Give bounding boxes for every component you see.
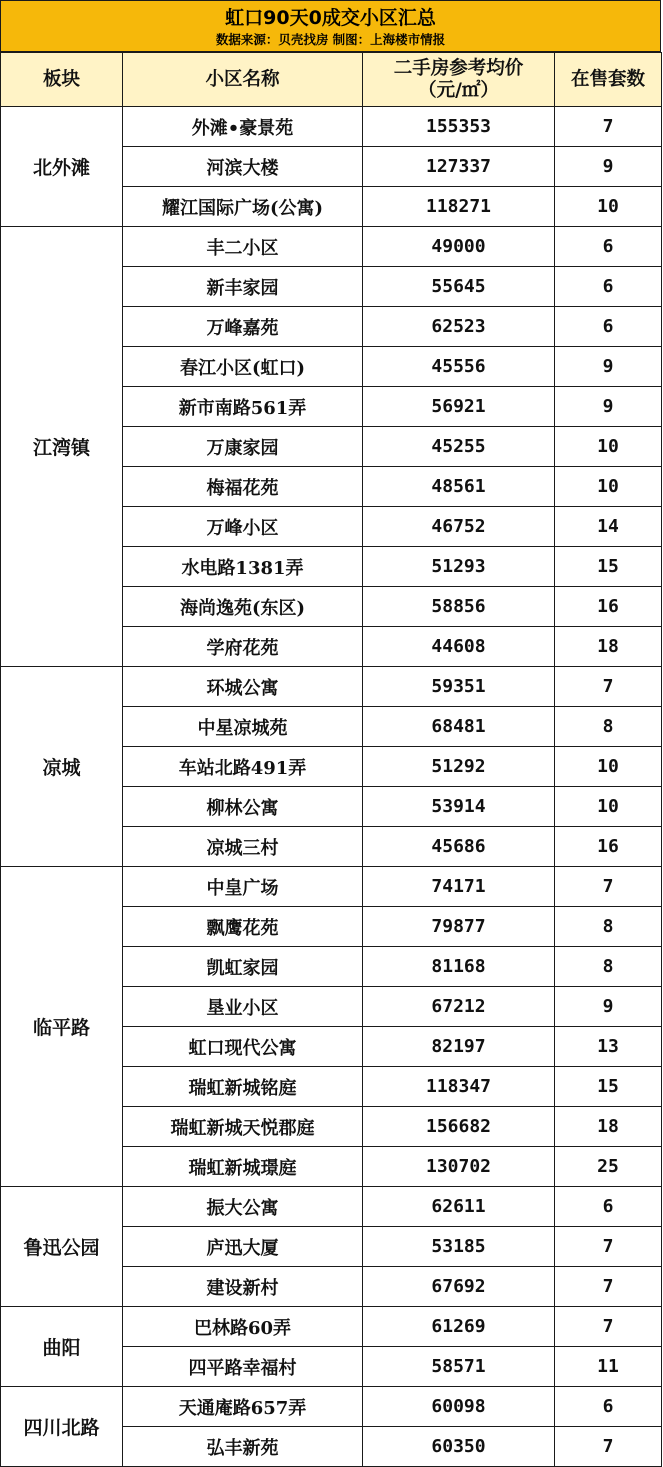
listing-count-cell: 7	[555, 1427, 662, 1467]
listing-count-cell: 14	[555, 507, 662, 547]
listing-count-cell: 10	[555, 467, 662, 507]
listing-count-cell: 6	[555, 227, 662, 267]
community-name-cell: 万峰嘉苑	[123, 307, 363, 347]
title-banner	[0, 0, 661, 52]
listing-count-cell: 6	[555, 1387, 662, 1427]
table-row	[1, 107, 662, 147]
community-name-cell: 巴林路60弄	[123, 1307, 363, 1347]
avg-price-cell: 82197	[363, 1027, 555, 1067]
listing-count-cell: 18	[555, 627, 662, 667]
board-cell: 北外滩	[1, 107, 123, 227]
listing-count-cell: 7	[555, 1227, 662, 1267]
listing-count-cell: 15	[555, 1067, 662, 1107]
listing-count-cell: 10	[555, 747, 662, 787]
header-price-line2: （元/㎡）	[418, 79, 499, 101]
community-name-cell: 飘鹰花苑	[123, 907, 363, 947]
page-subtitle: 数据来源：贝壳找房 制图：上海楼市情报	[215, 32, 446, 47]
avg-price-cell: 51292	[363, 747, 555, 787]
community-name-cell: 春江小区(虹口)	[123, 347, 363, 387]
board-cell: 曲阳	[1, 1307, 123, 1387]
community-name-cell: 柳林公寓	[123, 787, 363, 827]
listing-count-cell: 10	[555, 187, 662, 227]
avg-price-cell: 62611	[363, 1187, 555, 1227]
listing-count-cell: 6	[555, 1187, 662, 1227]
avg-price-cell: 156682	[363, 1107, 555, 1147]
table-row	[1, 667, 662, 707]
community-name-cell: 振大公寓	[123, 1187, 363, 1227]
community-table	[0, 52, 662, 1467]
avg-price-cell: 155353	[363, 107, 555, 147]
listing-count-cell: 9	[555, 147, 662, 187]
avg-price-cell: 60098	[363, 1387, 555, 1427]
table-body	[1, 107, 662, 1467]
avg-price-cell: 53185	[363, 1227, 555, 1267]
avg-price-cell: 44608	[363, 627, 555, 667]
community-name-cell: 河滨大楼	[123, 147, 363, 187]
listing-count-cell: 16	[555, 827, 662, 867]
community-name-cell: 天通庵路657弄	[123, 1387, 363, 1427]
community-name-cell: 丰二小区	[123, 227, 363, 267]
avg-price-cell: 45686	[363, 827, 555, 867]
header-count: 在售套数	[555, 53, 662, 107]
community-name-cell: 新市南路561弄	[123, 387, 363, 427]
community-name-cell: 梅福花苑	[123, 467, 363, 507]
community-name-cell: 车站北路491弄	[123, 747, 363, 787]
community-name-cell: 垦业小区	[123, 987, 363, 1027]
community-name-cell: 弘丰新苑	[123, 1427, 363, 1467]
avg-price-cell: 62523	[363, 307, 555, 347]
community-name-cell: 凉城三村	[123, 827, 363, 867]
community-name-cell: 学府花苑	[123, 627, 363, 667]
table-header-row	[1, 53, 662, 107]
avg-price-cell: 61269	[363, 1307, 555, 1347]
avg-price-cell: 48561	[363, 467, 555, 507]
avg-price-cell: 79877	[363, 907, 555, 947]
avg-price-cell: 45255	[363, 427, 555, 467]
community-name-cell: 万康家园	[123, 427, 363, 467]
listing-count-cell: 10	[555, 787, 662, 827]
avg-price-cell: 118347	[363, 1067, 555, 1107]
avg-price-cell: 58571	[363, 1347, 555, 1387]
community-name-cell: 中星凉城苑	[123, 707, 363, 747]
avg-price-cell: 51293	[363, 547, 555, 587]
avg-price-cell: 49000	[363, 227, 555, 267]
community-name-cell: 外滩•豪景苑	[123, 107, 363, 147]
avg-price-cell: 53914	[363, 787, 555, 827]
avg-price-cell: 60350	[363, 1427, 555, 1467]
listing-count-cell: 9	[555, 387, 662, 427]
listing-count-cell: 7	[555, 107, 662, 147]
board-cell: 凉城	[1, 667, 123, 867]
header-name: 小区名称	[123, 53, 363, 107]
listing-count-cell: 10	[555, 427, 662, 467]
table-row	[1, 867, 662, 907]
community-name-cell: 四平路幸福村	[123, 1347, 363, 1387]
avg-price-cell: 58856	[363, 587, 555, 627]
page-title: 虹口90天0成交小区汇总	[225, 7, 436, 29]
community-name-cell: 建设新村	[123, 1267, 363, 1307]
board-cell: 江湾镇	[1, 227, 123, 667]
avg-price-cell: 118271	[363, 187, 555, 227]
table-row	[1, 227, 662, 267]
community-name-cell: 新丰家园	[123, 267, 363, 307]
community-name-cell: 海尚逸苑(东区)	[123, 587, 363, 627]
community-name-cell: 万峰小区	[123, 507, 363, 547]
avg-price-cell: 81168	[363, 947, 555, 987]
listing-count-cell: 11	[555, 1347, 662, 1387]
listing-count-cell: 9	[555, 987, 662, 1027]
avg-price-cell: 67692	[363, 1267, 555, 1307]
listing-count-cell: 8	[555, 947, 662, 987]
avg-price-cell: 127337	[363, 147, 555, 187]
listing-count-cell: 6	[555, 307, 662, 347]
community-name-cell: 凯虹家园	[123, 947, 363, 987]
avg-price-cell: 56921	[363, 387, 555, 427]
avg-price-cell: 45556	[363, 347, 555, 387]
community-name-cell: 瑞虹新城璟庭	[123, 1147, 363, 1187]
listing-count-cell: 13	[555, 1027, 662, 1067]
listing-count-cell: 16	[555, 587, 662, 627]
listing-count-cell: 8	[555, 907, 662, 947]
avg-price-cell: 74171	[363, 867, 555, 907]
community-name-cell: 中皇广场	[123, 867, 363, 907]
community-name-cell: 虹口现代公寓	[123, 1027, 363, 1067]
avg-price-cell: 59351	[363, 667, 555, 707]
community-name-cell: 环城公寓	[123, 667, 363, 707]
listing-count-cell: 6	[555, 267, 662, 307]
community-name-cell: 瑞虹新城天悦郡庭	[123, 1107, 363, 1147]
header-price-line1: 二手房参考均价	[393, 57, 524, 79]
table-row	[1, 1387, 662, 1427]
listing-count-cell: 7	[555, 1267, 662, 1307]
listing-count-cell: 7	[555, 867, 662, 907]
listing-count-cell: 15	[555, 547, 662, 587]
listing-count-cell: 7	[555, 1307, 662, 1347]
avg-price-cell: 46752	[363, 507, 555, 547]
community-name-cell: 庐迅大厦	[123, 1227, 363, 1267]
listing-count-cell: 25	[555, 1147, 662, 1187]
header-price	[363, 53, 555, 107]
avg-price-cell: 67212	[363, 987, 555, 1027]
table-row	[1, 1187, 662, 1227]
table-row	[1, 1307, 662, 1347]
board-cell: 临平路	[1, 867, 123, 1187]
header-board: 板块	[1, 53, 123, 107]
community-name-cell: 水电路1381弄	[123, 547, 363, 587]
avg-price-cell: 68481	[363, 707, 555, 747]
avg-price-cell: 55645	[363, 267, 555, 307]
board-cell: 四川北路	[1, 1387, 123, 1467]
board-cell: 鲁迅公园	[1, 1187, 123, 1307]
listing-count-cell: 9	[555, 347, 662, 387]
community-name-cell: 瑞虹新城铭庭	[123, 1067, 363, 1107]
community-name-cell: 耀江国际广场(公寓)	[123, 187, 363, 227]
avg-price-cell: 130702	[363, 1147, 555, 1187]
listing-count-cell: 18	[555, 1107, 662, 1147]
listing-count-cell: 8	[555, 707, 662, 747]
listing-count-cell: 7	[555, 667, 662, 707]
